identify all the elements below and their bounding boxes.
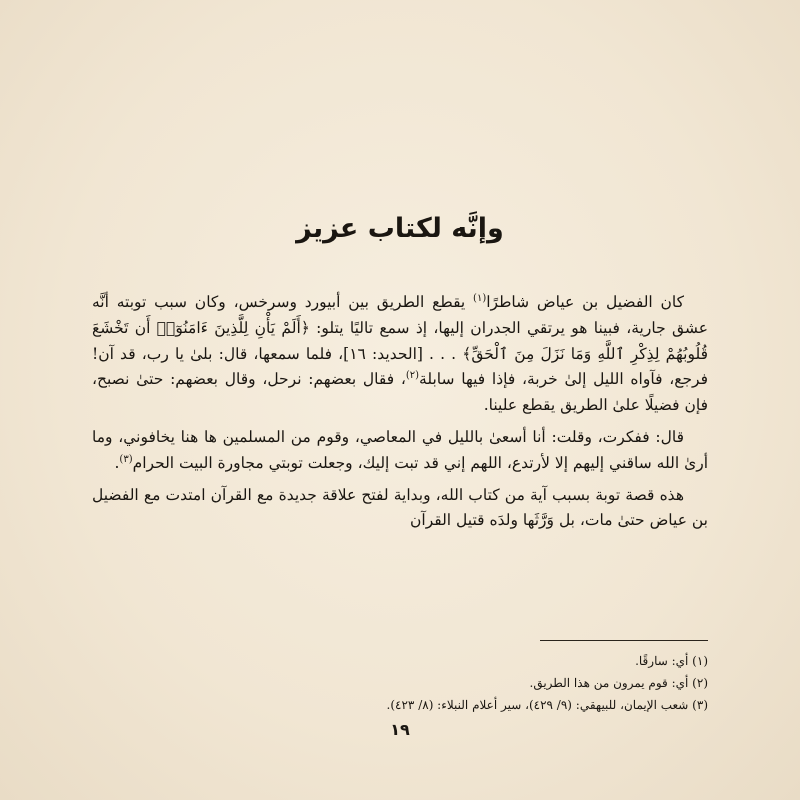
body-text [92,290,708,534]
footnotes [92,650,708,716]
text-segment: ، فقال بعضهم: نرحل، وقال بعضهم: حتىٰ نصبح، فإن فضيلًا علىٰ الطريق يقطع علينا. [92,370,708,415]
footnote-divider [540,640,708,641]
footnote-item: (٣) شعب الإيمان، للبيهقي: (٩/ ٤٢٩)، سير أعلام النبلاء: (٨/ ٤٢٣). [386,698,708,712]
paragraph [92,425,708,477]
text-segment: يقطع الطريق بين أبيورد وسرخس، وكان سبب توبته أنَّه عشق جارية، فبينا هو يرتقي الجدران إليها، إذ سمع تاليًا يتلو: [92,293,708,337]
footnote-ref: (١) [473,292,487,304]
paragraph [92,483,708,535]
footnote-ref: (٣) [119,453,133,465]
page-title: وإنَّه لكتاب عزيز [296,213,504,245]
text-segment: هذه قصة توبة بسبب آية من كتاب الله، وبداية لفتح علاقة جديدة مع القرآن امتدت مع الفضيل بن عياض حتىٰ مات، بل وَرَّثَها ولدَه قتيل القرآن [92,485,708,530]
text-segment: قال: ففكرت، وقلت: أنا أسعىٰ بالليل في المعاصي، وقوم من المسلمين ها هنا يخافوني، وما أرىٰ الله ساقني إليهم إلا لأرتدع، اللهم إني قد تبت إليك، وجعلت توبتي مجاورة البيت الحرام [92,427,708,472]
text-segment: . . . [الحديد: ١٦]، فلما سمعها، قال: بلىٰ يا رب، قد آن! فرجع، فآواه الليل إلىٰ خربة، فإذا فيها سابلة [92,344,708,389]
text-segment: كان الفضيل بن عياض شاطرًا [486,293,684,311]
paragraph [92,290,708,419]
text-segment: . [114,453,120,472]
footnote-item: (١) أي: سارقًا. [635,654,708,668]
footnote-ref: (٢) [405,370,420,382]
page-number: ١٩ [390,720,410,739]
quran-verse: ﴿أَلَمْ يَأْنِ لِلَّذِينَ ءَامَنُوٓا۟ أَن تَخْشَعَ قُلُوبُهُمْ لِذِكْرِ ٱللَّهِ وَمَا نَزَلَ مِنَ ٱلْحَقِّ﴾ [92,318,708,363]
footnote-item: (٢) أي: قوم يمرون من هذا الطريق. [529,676,708,690]
